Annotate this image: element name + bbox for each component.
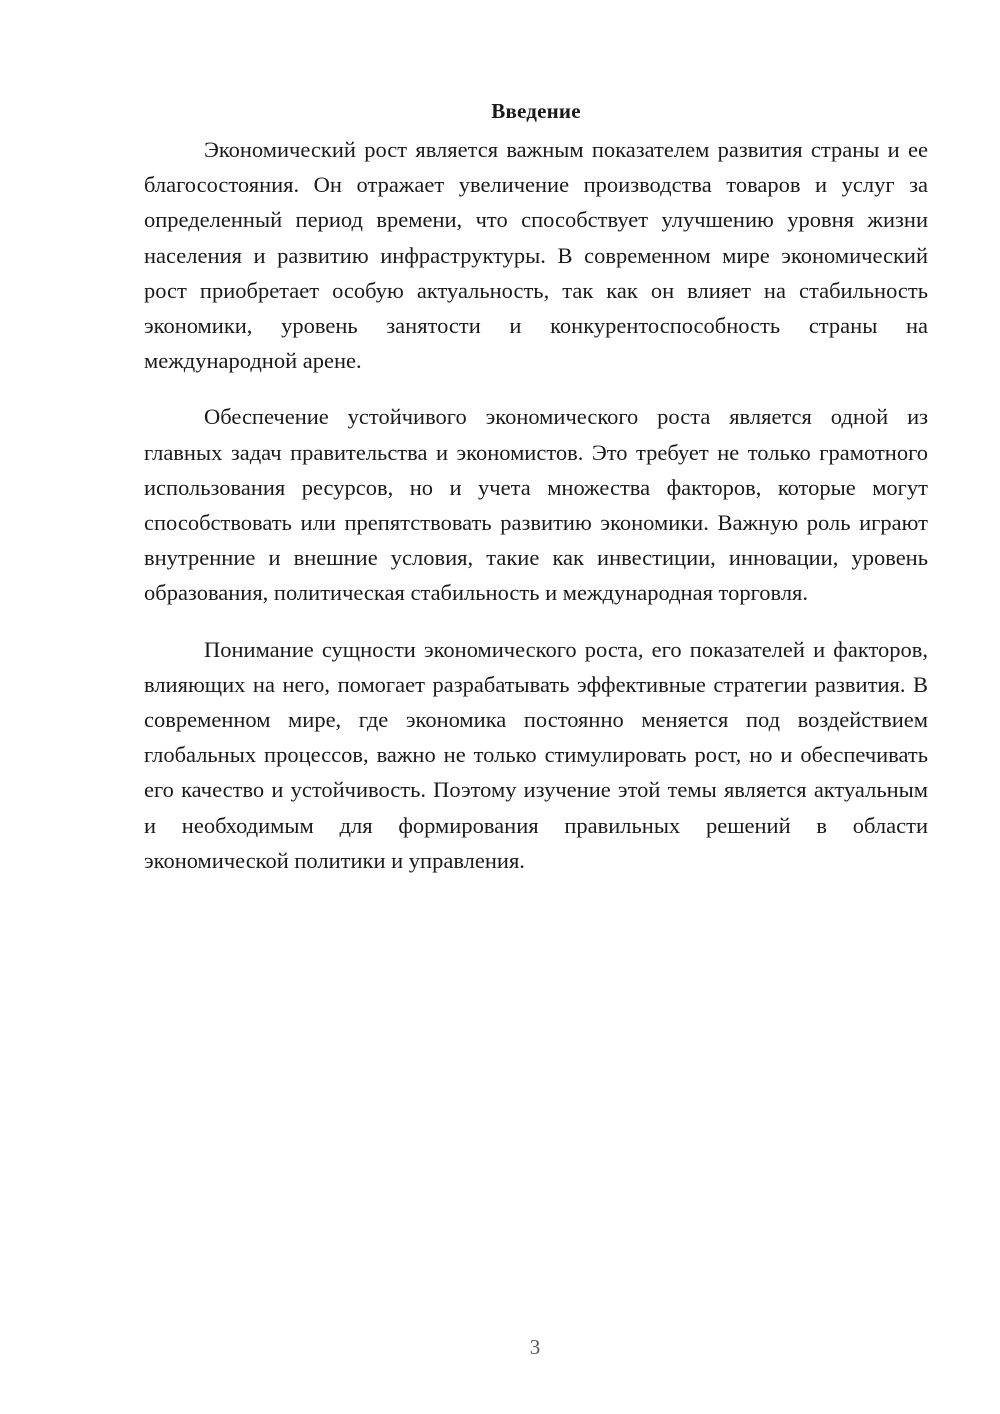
page-content	[144, 96, 928, 899]
paragraph-2: Обеспечение устойчивого экономического роста является одной из главных задач правительства и экономистов. Это требует не только грамотного использования ресурсов, но и учета множества факторов, которые могут способствовать или препятствовать развитию экономики. Важную роль играют внутренние и внешние условия, такие как инвестиции, инновации, уровень образования, политическая стабильность и международная торговля.	[144, 404, 928, 606]
paragraph-3: Понимание сущности экономического роста, его показателей и факторов, влияющих на него, помогает разрабатывать эффективные стратегии развития. В современном мире, где экономика постоянно меняется под воздействием глобальных процессов, важно не только стимулировать рост, но и обеспечивать его качество и устойчивость. Поэтому изучение этой темы является актуальным и необходимым для формирования правильных решений в области экономической политики и управления.	[144, 636, 928, 873]
page-number: 3	[529, 1335, 541, 1359]
paragraph-1: Экономический рост является важным показателем развития страны и ее благосостояния. Он отражает увеличение производства товаров и услуг за определенный период времени, что способствует улучшению уровня жизни населения и развитию инфраструктуры. В современном мире экономический рост приобретает особую актуальность, так как он влияет на стабильность экономики, уровень занятости и конкурентоспособность страны на международной арене.	[144, 137, 928, 374]
section-title: Введение	[491, 99, 581, 123]
